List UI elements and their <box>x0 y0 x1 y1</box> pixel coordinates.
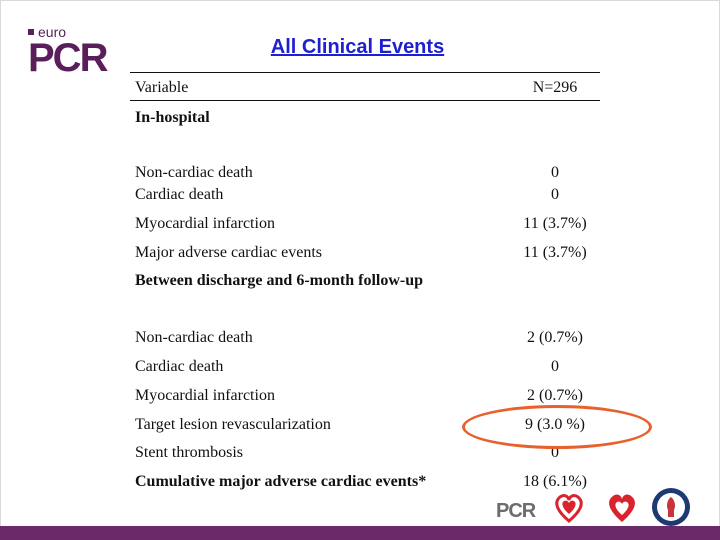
table-row-value: 9 (3.0 %) <box>525 416 585 433</box>
eacts-logo-icon <box>650 486 692 528</box>
table-row-value: 0 <box>551 444 559 461</box>
footer-bar <box>0 526 720 540</box>
table-row-value: 2 (0.7%) <box>527 329 583 346</box>
table-row-label: Non-cardiac death <box>135 329 253 346</box>
esc-heart-icon <box>603 488 641 526</box>
logo-euro-text: euro <box>38 24 67 40</box>
header-variable: Variable <box>135 79 189 96</box>
table-row-label: Stent thrombosis <box>135 444 244 461</box>
highlight-oval <box>462 405 652 449</box>
table-row-label: Major adverse cardiac events <box>135 244 323 261</box>
logo-pcr-text: PCR <box>28 36 107 80</box>
table-top-rule <box>130 72 600 73</box>
table-row-label: Cardiac death <box>135 358 224 375</box>
table-row-label: Myocardial infarction <box>135 215 275 232</box>
pcr-footer-logo: PCR <box>496 500 536 522</box>
table-row-label: Target lesion revascularization <box>135 416 331 433</box>
eapci-heart-icon <box>550 488 588 526</box>
table-row-value: 11 (3.7%) <box>523 215 587 232</box>
table-row-label: Myocardial infarction <box>135 387 275 404</box>
table-row-value: 0 <box>551 164 559 181</box>
header-n: N=296 <box>532 79 578 96</box>
table-row-value: 0 <box>551 186 559 203</box>
table-row-value: 0 <box>551 358 559 375</box>
table-header-rule <box>130 100 600 101</box>
slide-title: All Clinical Events <box>270 36 445 58</box>
table-row-label: Cardiac death <box>135 186 224 203</box>
section-followup: Between discharge and 6-month follow-up <box>135 272 424 289</box>
section-in-hospital: In-hospital <box>135 109 210 126</box>
table-row-label: Non-cardiac death <box>135 164 253 181</box>
table-row-value: 2 (0.7%) <box>527 387 583 404</box>
table-row-value: 11 (3.7%) <box>523 244 587 261</box>
europcr-logo <box>28 24 120 80</box>
table-row-label: Cumulative major adverse cardiac events* <box>135 473 427 490</box>
table-row-value: 18 (6.1%) <box>523 473 587 490</box>
